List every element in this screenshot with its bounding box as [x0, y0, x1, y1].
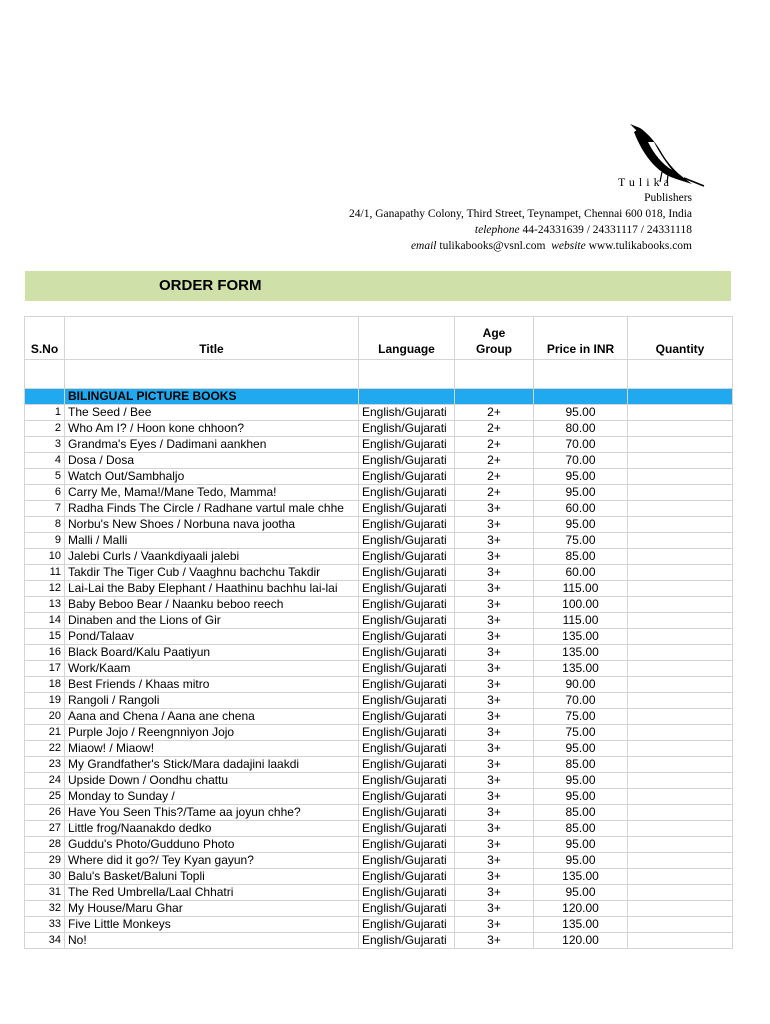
row-price: 75.00: [534, 725, 628, 741]
spacer-row: [25, 360, 733, 389]
table-row: [25, 821, 733, 837]
row-title: Have You Seen This?/Tame aa joyun chhe?: [65, 805, 359, 821]
row-quantity-cell[interactable]: [628, 597, 733, 613]
table-row: [25, 757, 733, 773]
row-age-group: 3+: [455, 517, 534, 533]
row-language: English/Gujarati: [359, 453, 455, 469]
row-language: English/Gujarati: [359, 405, 455, 421]
row-price: 135.00: [534, 917, 628, 933]
website-value[interactable]: www.tulikabooks.com: [588, 240, 692, 252]
row-language: English/Gujarati: [359, 421, 455, 437]
row-quantity-cell[interactable]: [628, 581, 733, 597]
row-title: Jalebi Curls / Vaankdiyaali jalebi: [65, 549, 359, 565]
publisher-label: Publishers: [644, 192, 692, 204]
row-sno: 27: [25, 821, 65, 837]
telephone-label: telephone: [474, 224, 520, 236]
row-price: 60.00: [534, 501, 628, 517]
table-row: [25, 405, 733, 421]
row-quantity-cell[interactable]: [628, 869, 733, 885]
row-title: The Red Umbrella/Laal Chhatri: [65, 885, 359, 901]
row-title: Radha Finds The Circle / Radhane vartul male chhe: [65, 501, 359, 517]
row-quantity-cell[interactable]: [628, 933, 733, 949]
table-row: [25, 565, 733, 581]
row-price: 100.00: [534, 597, 628, 613]
row-age-group: 2+: [455, 421, 534, 437]
row-language: English/Gujarati: [359, 869, 455, 885]
row-age-group: 3+: [455, 597, 534, 613]
row-sno: 5: [25, 469, 65, 485]
row-age-group: 3+: [455, 901, 534, 917]
row-age-group: 2+: [455, 485, 534, 501]
table-row: [25, 853, 733, 869]
row-language: English/Gujarati: [359, 549, 455, 565]
row-price: 135.00: [534, 629, 628, 645]
order-form-banner: [25, 271, 731, 301]
row-price: 95.00: [534, 741, 628, 757]
row-age-group: 3+: [455, 837, 534, 853]
row-title: Purple Jojo / Reengnniyon Jojo: [65, 725, 359, 741]
row-title: My House/Maru Ghar: [65, 901, 359, 917]
logo-wordmark: Tulika: [618, 175, 673, 189]
row-sno: 18: [25, 677, 65, 693]
order-table: [24, 316, 733, 949]
table-row: [25, 533, 733, 549]
row-sno: 28: [25, 837, 65, 853]
row-age-group: 3+: [455, 757, 534, 773]
row-age-group: 3+: [455, 773, 534, 789]
row-age-group: 3+: [455, 661, 534, 677]
table-row: [25, 933, 733, 949]
row-quantity-cell[interactable]: [628, 677, 733, 693]
row-title: Monday to Sunday /: [65, 789, 359, 805]
row-price: 70.00: [534, 693, 628, 709]
table-row: [25, 901, 733, 917]
table-row: [25, 917, 733, 933]
publisher-address: 24/1, Ganapathy Colony, Third Street, Teynampet, Chennai 600 018, India: [349, 208, 692, 220]
book-rows: [25, 405, 733, 949]
row-language: English/Gujarati: [359, 677, 455, 693]
row-title: Lai-Lai the Baby Elephant / Haathinu bachhu lai-lai: [65, 581, 359, 597]
row-language: English/Gujarati: [359, 805, 455, 821]
row-quantity-cell[interactable]: [628, 661, 733, 677]
table-row: [25, 773, 733, 789]
row-title: Where did it go?/ Tey Kyan gayun?: [65, 853, 359, 869]
row-title: Balu's Basket/Baluni Topli: [65, 869, 359, 885]
row-age-group: 3+: [455, 533, 534, 549]
row-quantity-cell[interactable]: [628, 437, 733, 453]
col-title: Title: [65, 317, 359, 360]
row-sno: 15: [25, 629, 65, 645]
row-price: 75.00: [534, 709, 628, 725]
row-price: 70.00: [534, 437, 628, 453]
row-language: English/Gujarati: [359, 517, 455, 533]
table-row: [25, 693, 733, 709]
row-price: 95.00: [534, 773, 628, 789]
website-label: website: [551, 240, 586, 252]
table-row: [25, 677, 733, 693]
row-age-group: 3+: [455, 725, 534, 741]
col-language: Language: [359, 317, 455, 360]
page-title: ORDER FORM: [159, 277, 262, 294]
row-sno: 7: [25, 501, 65, 517]
row-language: English/Gujarati: [359, 437, 455, 453]
row-language: English/Gujarati: [359, 725, 455, 741]
row-title: Guddu's Photo/Gudduno Photo: [65, 837, 359, 853]
telephone-value: 44-24331639 / 24331117 / 24331118: [522, 224, 692, 236]
table-row: [25, 837, 733, 853]
publisher-telephone: [349, 222, 692, 238]
row-language: English/Gujarati: [359, 885, 455, 901]
row-title: Malli / Malli: [65, 533, 359, 549]
row-quantity-cell[interactable]: [628, 773, 733, 789]
row-price: 95.00: [534, 789, 628, 805]
row-sno: 13: [25, 597, 65, 613]
row-quantity-cell[interactable]: [628, 469, 733, 485]
section-row: [25, 389, 733, 405]
row-age-group: 3+: [455, 709, 534, 725]
publisher-info: [349, 190, 692, 254]
row-sno: 23: [25, 757, 65, 773]
table-row: [25, 437, 733, 453]
row-language: English/Gujarati: [359, 661, 455, 677]
table-row: [25, 869, 733, 885]
row-sno: 6: [25, 485, 65, 501]
row-price: 80.00: [534, 421, 628, 437]
row-title: Work/Kaam: [65, 661, 359, 677]
row-language: English/Gujarati: [359, 693, 455, 709]
table-row: [25, 581, 733, 597]
row-price: 115.00: [534, 613, 628, 629]
row-quantity-cell[interactable]: [628, 917, 733, 933]
row-age-group: 3+: [455, 629, 534, 645]
row-quantity-cell[interactable]: [628, 405, 733, 421]
row-title: The Seed / Bee: [65, 405, 359, 421]
table-row: [25, 805, 733, 821]
row-sno: 17: [25, 661, 65, 677]
row-language: English/Gujarati: [359, 581, 455, 597]
row-price: 60.00: [534, 565, 628, 581]
row-language: English/Gujarati: [359, 613, 455, 629]
row-sno: 11: [25, 565, 65, 581]
row-quantity-cell[interactable]: [628, 741, 733, 757]
row-age-group: 3+: [455, 645, 534, 661]
row-language: English/Gujarati: [359, 757, 455, 773]
row-sno: 32: [25, 901, 65, 917]
row-title: Black Board/Kalu Paatiyun: [65, 645, 359, 661]
row-quantity-cell[interactable]: [628, 821, 733, 837]
table-row: [25, 469, 733, 485]
col-quantity: Quantity: [628, 317, 733, 360]
email-label: email: [410, 240, 437, 252]
row-price: 70.00: [534, 453, 628, 469]
row-sno: 22: [25, 741, 65, 757]
row-price: 85.00: [534, 549, 628, 565]
row-age-group: 3+: [455, 677, 534, 693]
row-age-group: 3+: [455, 501, 534, 517]
row-language: English/Gujarati: [359, 837, 455, 853]
row-age-group: 2+: [455, 453, 534, 469]
row-language: English/Gujarati: [359, 789, 455, 805]
row-quantity-cell[interactable]: [628, 453, 733, 469]
row-title: Best Friends / Khaas mitro: [65, 677, 359, 693]
header-row: [25, 317, 733, 360]
row-sno: 19: [25, 693, 65, 709]
row-title: Takdir The Tiger Cub / Vaaghnu bachchu Takdir: [65, 565, 359, 581]
row-price: 85.00: [534, 757, 628, 773]
row-title: Watch Out/Sambhaljo: [65, 469, 359, 485]
row-title: Five Little Monkeys: [65, 917, 359, 933]
row-age-group: 3+: [455, 789, 534, 805]
section-title: BILINGUAL PICTURE BOOKS: [65, 389, 359, 405]
row-quantity-cell[interactable]: [628, 549, 733, 565]
row-age-group: 3+: [455, 613, 534, 629]
row-age-group: 3+: [455, 693, 534, 709]
row-language: English/Gujarati: [359, 901, 455, 917]
email-value[interactable]: tulikabooks@vsnl.com: [439, 240, 546, 252]
row-language: English/Gujarati: [359, 469, 455, 485]
table-row: [25, 453, 733, 469]
row-price: 95.00: [534, 853, 628, 869]
row-quantity-cell[interactable]: [628, 645, 733, 661]
row-quantity-cell[interactable]: [628, 421, 733, 437]
row-sno: 8: [25, 517, 65, 533]
table-row: [25, 517, 733, 533]
row-sno: 10: [25, 549, 65, 565]
row-sno: 25: [25, 789, 65, 805]
table-row: [25, 485, 733, 501]
table-row: [25, 645, 733, 661]
row-language: English/Gujarati: [359, 485, 455, 501]
row-price: 120.00: [534, 933, 628, 949]
row-age-group: 3+: [455, 741, 534, 757]
row-language: English/Gujarati: [359, 821, 455, 837]
col-age-line2: Group: [476, 342, 512, 356]
row-language: English/Gujarati: [359, 853, 455, 869]
row-age-group: 3+: [455, 869, 534, 885]
row-sno: 14: [25, 613, 65, 629]
row-language: English/Gujarati: [359, 533, 455, 549]
row-quantity-cell[interactable]: [628, 629, 733, 645]
table-row: [25, 629, 733, 645]
table-row: [25, 709, 733, 725]
row-sno: 12: [25, 581, 65, 597]
row-age-group: 3+: [455, 549, 534, 565]
table-row: [25, 549, 733, 565]
row-language: English/Gujarati: [359, 629, 455, 645]
row-sno: 9: [25, 533, 65, 549]
col-price: Price in INR: [534, 317, 628, 360]
row-age-group: 3+: [455, 805, 534, 821]
row-price: 85.00: [534, 805, 628, 821]
col-sno: S.No: [25, 317, 65, 360]
row-quantity-cell[interactable]: [628, 613, 733, 629]
row-sno: 4: [25, 453, 65, 469]
col-age-group: [455, 317, 534, 360]
row-age-group: 3+: [455, 885, 534, 901]
row-language: English/Gujarati: [359, 597, 455, 613]
row-price: 90.00: [534, 677, 628, 693]
row-price: 95.00: [534, 469, 628, 485]
table-row: [25, 501, 733, 517]
row-price: 115.00: [534, 581, 628, 597]
row-title: Dosa / Dosa: [65, 453, 359, 469]
row-price: 135.00: [534, 661, 628, 677]
row-title: Pond/Talaav: [65, 629, 359, 645]
row-language: English/Gujarati: [359, 933, 455, 949]
row-quantity-cell[interactable]: [628, 501, 733, 517]
row-price: 135.00: [534, 869, 628, 885]
row-age-group: 2+: [455, 469, 534, 485]
col-age-line1: Age: [482, 326, 506, 340]
row-price: 120.00: [534, 901, 628, 917]
table-row: [25, 885, 733, 901]
row-price: 95.00: [534, 485, 628, 501]
row-age-group: 3+: [455, 933, 534, 949]
row-quantity-cell[interactable]: [628, 693, 733, 709]
row-sno: 26: [25, 805, 65, 821]
row-quantity-cell[interactable]: [628, 805, 733, 821]
row-language: English/Gujarati: [359, 773, 455, 789]
row-title: Dinaben and the Lions of Gir: [65, 613, 359, 629]
row-age-group: 3+: [455, 853, 534, 869]
row-sno: 34: [25, 933, 65, 949]
row-title: Upside Down / Oondhu chattu: [65, 773, 359, 789]
row-age-group: 2+: [455, 437, 534, 453]
table-row: [25, 597, 733, 613]
row-price: 85.00: [534, 821, 628, 837]
table-row: [25, 789, 733, 805]
row-quantity-cell[interactable]: [628, 565, 733, 581]
row-quantity-cell[interactable]: [628, 517, 733, 533]
row-language: English/Gujarati: [359, 501, 455, 517]
row-language: English/Gujarati: [359, 645, 455, 661]
row-sno: 33: [25, 917, 65, 933]
table-row: [25, 741, 733, 757]
row-language: English/Gujarati: [359, 917, 455, 933]
row-sno: 16: [25, 645, 65, 661]
row-price: 135.00: [534, 645, 628, 661]
row-quantity-cell[interactable]: [628, 885, 733, 901]
row-quantity-cell[interactable]: [628, 709, 733, 725]
row-title: Norbu's New Shoes / Norbuna nava jootha: [65, 517, 359, 533]
row-title: Carry Me, Mama!/Mane Tedo, Mamma!: [65, 485, 359, 501]
row-language: English/Gujarati: [359, 741, 455, 757]
row-title: My Grandfather's Stick/Mara dadajini laakdi: [65, 757, 359, 773]
publisher-contact: [349, 238, 692, 254]
row-language: English/Gujarati: [359, 709, 455, 725]
row-price: 95.00: [534, 837, 628, 853]
row-age-group: 3+: [455, 565, 534, 581]
row-title: Grandma's Eyes / Dadimani aankhen: [65, 437, 359, 453]
row-price: 75.00: [534, 533, 628, 549]
row-price: 95.00: [534, 885, 628, 901]
row-title: Little frog/Naanakdo dedko: [65, 821, 359, 837]
row-sno: 3: [25, 437, 65, 453]
row-sno: 1: [25, 405, 65, 421]
row-language: English/Gujarati: [359, 565, 455, 581]
table-row: [25, 725, 733, 741]
row-quantity-cell[interactable]: [628, 853, 733, 869]
row-title: Miaow! / Miaow!: [65, 741, 359, 757]
table-row: [25, 421, 733, 437]
row-title: Rangoli / Rangoli: [65, 693, 359, 709]
row-quantity-cell[interactable]: [628, 533, 733, 549]
row-sno: 20: [25, 709, 65, 725]
row-title: Aana and Chena / Aana ane chena: [65, 709, 359, 725]
row-sno: 21: [25, 725, 65, 741]
table-row: [25, 661, 733, 677]
row-sno: 2: [25, 421, 65, 437]
row-sno: 30: [25, 869, 65, 885]
row-sno: 29: [25, 853, 65, 869]
row-price: 95.00: [534, 405, 628, 421]
row-quantity-cell[interactable]: [628, 757, 733, 773]
row-title: Who Am I? / Hoon kone chhoon?: [65, 421, 359, 437]
row-age-group: 3+: [455, 581, 534, 597]
row-quantity-cell[interactable]: [628, 485, 733, 501]
row-price: 95.00: [534, 517, 628, 533]
row-sno: 31: [25, 885, 65, 901]
row-title: Baby Beboo Bear / Naanku beboo reech: [65, 597, 359, 613]
row-quantity-cell[interactable]: [628, 725, 733, 741]
row-age-group: 2+: [455, 405, 534, 421]
row-age-group: 3+: [455, 821, 534, 837]
row-title: No!: [65, 933, 359, 949]
row-sno: 24: [25, 773, 65, 789]
row-quantity-cell[interactable]: [628, 901, 733, 917]
row-age-group: 3+: [455, 917, 534, 933]
row-quantity-cell[interactable]: [628, 789, 733, 805]
table-row: [25, 613, 733, 629]
row-quantity-cell[interactable]: [628, 837, 733, 853]
